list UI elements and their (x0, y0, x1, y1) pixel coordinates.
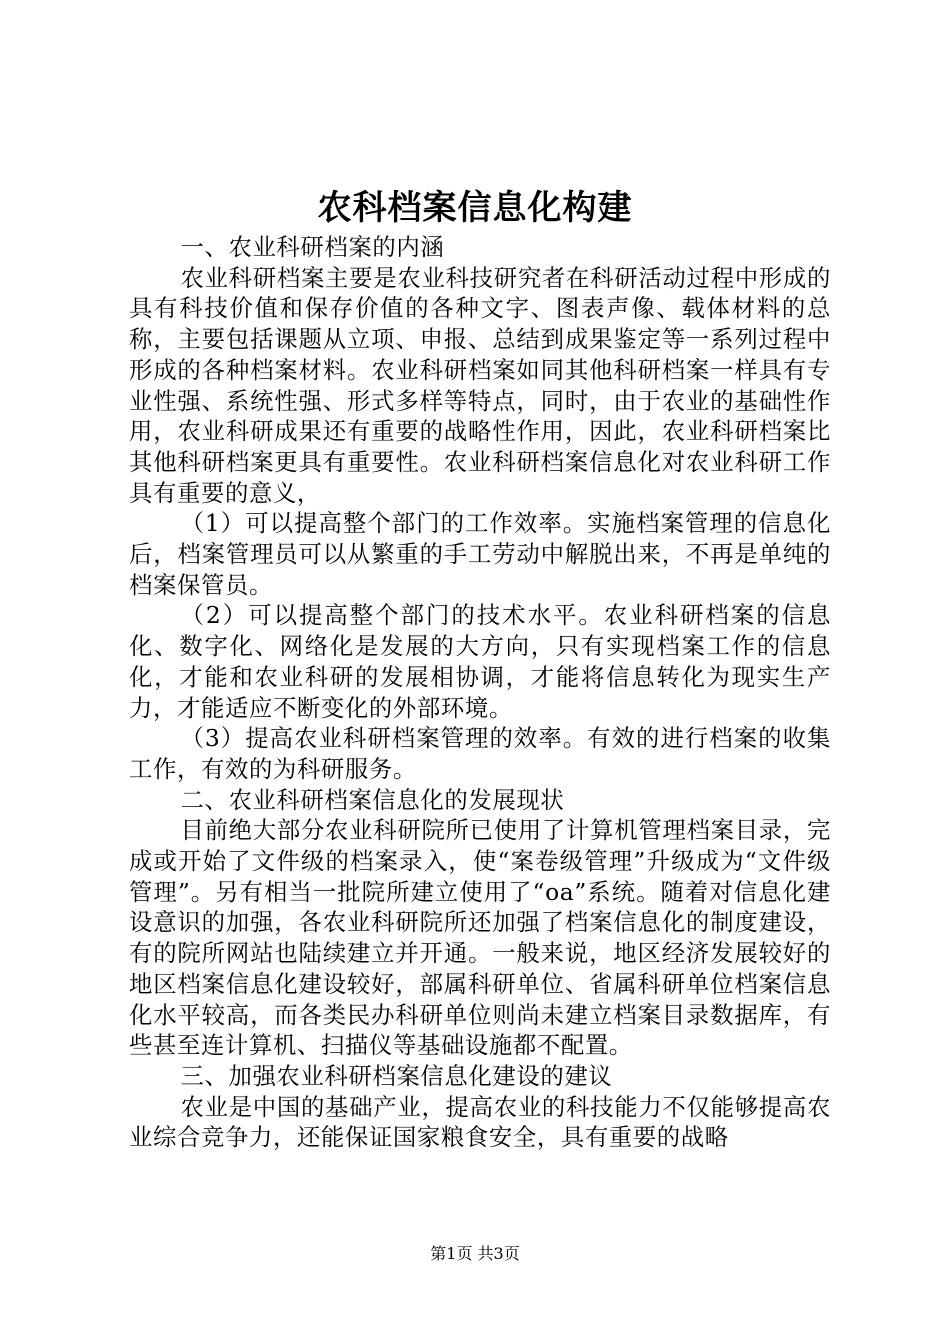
paragraph-status: 目前绝大部分农业科研院所已使用了计算机管理档案目录，完成或开始了文件级的档案录入，使“案卷级管理”升级成为“文件级管理”。另有相当一批院所建立使用了“oa”系统。随着对信息化建设意识的加强，各农业科研院所还加强了档案信息化的制度建设，有的院所网站也陆续建立并开通。一般来说，地区经济发展较好的地区档案信息化建设较好，部属科研单位、省属科研单位档案信息化水平较高，而各类民办科研单位则尚未建立档案目录数据库，有些甚至连计算机、扫描仪等基础设施都不配置。 (129, 816, 831, 1060)
paragraph-point-2: （2）可以提高整个部门的技术水平。农业科研档案的信息化、数字化、网络化是发展的大方向，只有实现档案工作的信息化，才能和农业科研的发展相协调，才能将信息转化为现实生产力，才能适应不断变化的外部环境。 (129, 601, 831, 722)
section-heading-1: 一、农业科研档案的内涵 (180, 233, 445, 261)
page-footer: 第1页 共3页 (430, 1244, 520, 1263)
section-heading-2: 二、农业科研档案信息化的发展现状 (180, 785, 565, 814)
paragraph-suggestion: 农业是中国的基础产业，提高农业的科技能力不仅能够提高农业综合竞争力，还能保证国家粮食安全，具有重要的战略 (129, 1092, 831, 1152)
section-heading-3: 三、加强农业科研档案信息化建设的建议 (180, 1061, 613, 1090)
paragraph-point-1: （1）可以提高整个部门的工作效率。实施档案管理的信息化后，档案管理员可以从繁重的手工劳动中解脱出来，不再是单纯的档案保管员。 (129, 509, 831, 599)
paragraph-point-3: （3）提高农业科研档案管理的效率。有效的进行档案的收集工作，有效的为科研服务。 (129, 724, 831, 783)
document-title: 农科档案信息化构建 (317, 188, 633, 228)
paragraph-intro: 农业科研档案主要是农业科技研究者在科研活动过程中形成的具有科技价值和保存价值的各种文字、图表声像、载体材料的总称，主要包括课题从立项、申报、总结到成果鉴定等一系列过程中形成的各种档案材料。农业科研档案如同其他科研档案一样具有专业性强、系统性强、形式多样等特点，同时，由于农业的基础性作用，农业科研成果还有重要的战略性作用，因此，农业科研档案比其他科研档案更具有重要性。农业科研档案信息化对农业科研工作具有重要的意义， (129, 263, 831, 507)
document-body (129, 232, 831, 1153)
